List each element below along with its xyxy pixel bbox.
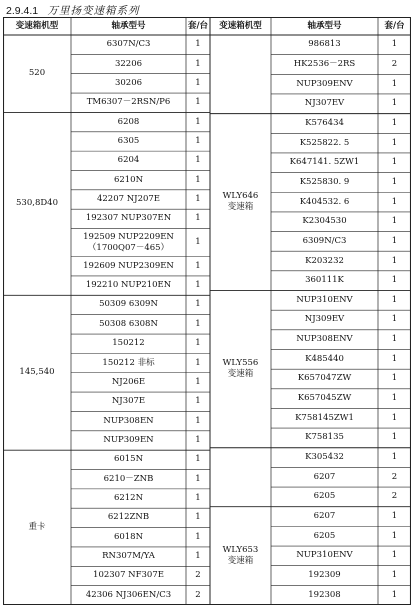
sets-per-unit: 1 bbox=[195, 357, 201, 368]
bearing-model: HK2536－2RS bbox=[293, 58, 356, 69]
bearing-model: 192309 bbox=[308, 570, 341, 580]
sets-per-unit: 2 bbox=[391, 491, 398, 502]
gearbox-model: 520 bbox=[28, 68, 46, 79]
bearing-model: 6207 bbox=[313, 511, 336, 522]
bearing-model: 102307 NF307E bbox=[93, 570, 164, 581]
sets-per-unit: 1 bbox=[391, 550, 398, 561]
section-title bbox=[6, 3, 139, 18]
sets-per-unit: 1 bbox=[195, 280, 201, 291]
sets-per-unit: 1 bbox=[195, 116, 201, 127]
bearing-model: 6212ZNB bbox=[107, 512, 150, 523]
sets-per-unit: 1 bbox=[391, 275, 398, 286]
bearing-model: K647141. 5ZW1 bbox=[289, 157, 360, 168]
column-header: 变速箱机型 bbox=[219, 20, 262, 31]
gearbox-model bbox=[210, 35, 271, 114]
bearing-model: 6305 bbox=[117, 135, 140, 146]
column-header: 轴承型号 bbox=[111, 20, 146, 31]
section-heading: 万里扬变速箱系列 bbox=[47, 5, 140, 17]
sets-per-unit: 1 bbox=[391, 235, 398, 246]
sets-per-unit: 1 bbox=[195, 237, 201, 248]
bearing-model: 6210N bbox=[113, 174, 144, 185]
sets-per-unit: 1 bbox=[195, 97, 201, 108]
sets-per-unit: 1 bbox=[391, 334, 398, 345]
bearing-model: 6205 bbox=[313, 491, 336, 502]
column-header: 变速箱机型 bbox=[15, 20, 59, 31]
bearing-model: K203232 bbox=[305, 255, 344, 266]
bearing-model: NJ206E bbox=[111, 376, 146, 387]
sets-per-unit: 1 bbox=[391, 373, 398, 384]
sets-per-unit: 1 bbox=[195, 213, 201, 224]
bearing-table bbox=[3, 17, 411, 605]
bearing-model: K576434 bbox=[305, 117, 344, 128]
bearing-model: K758145ZW1 bbox=[295, 412, 354, 423]
sets-per-unit: 1 bbox=[391, 412, 398, 423]
bearing-model: RN307M/YA bbox=[102, 551, 155, 562]
sets-per-unit: 1 bbox=[195, 135, 201, 146]
sets-per-unit: 1 bbox=[195, 551, 201, 562]
bearing-model: NUP308EN bbox=[103, 415, 154, 426]
sets-per-unit: 1 bbox=[391, 570, 398, 580]
sets-per-unit: 1 bbox=[195, 493, 201, 504]
sets-per-unit: 1 bbox=[195, 174, 201, 185]
gearbox-model: WLY653 变速箱 bbox=[222, 544, 259, 566]
bearing-model: 50309 6309N bbox=[99, 299, 158, 310]
bearing-model: 192210 NUP210EN bbox=[85, 280, 172, 291]
bearing-model: NJ307EV bbox=[304, 98, 345, 109]
sets-per-unit: 1 bbox=[391, 393, 398, 404]
sets-per-unit: 1 bbox=[391, 216, 398, 227]
bearing-model: 6204 bbox=[117, 155, 140, 166]
bearing-model: NUP309ENV bbox=[296, 78, 353, 89]
sets-per-unit: 1 bbox=[195, 39, 201, 50]
sets-per-unit: 1 bbox=[195, 473, 201, 484]
gearbox-model bbox=[210, 448, 271, 507]
bearing-model: 192509 NUP2209EN （1700Q07－465） bbox=[83, 231, 174, 253]
bearing-model: 6208 bbox=[117, 116, 140, 127]
bearing-model: NJ307E bbox=[111, 396, 146, 407]
bearing-model: 986813 bbox=[308, 39, 341, 50]
sets-per-unit: 1 bbox=[391, 176, 398, 187]
gearbox-model: WLY556 变速箱 bbox=[222, 358, 259, 380]
sets-per-unit: 1 bbox=[195, 512, 201, 523]
column-header: 套/台 bbox=[187, 20, 209, 31]
sets-per-unit: 1 bbox=[195, 299, 201, 310]
sets-per-unit: 1 bbox=[391, 39, 398, 50]
sets-per-unit: 1 bbox=[195, 260, 201, 271]
bearing-model: NJ309EV bbox=[304, 314, 345, 325]
bearing-model: 6205 bbox=[313, 530, 336, 541]
sets-per-unit: 1 bbox=[195, 415, 201, 426]
bearing-model: NUP308ENV bbox=[296, 334, 353, 345]
bearing-model: 6207 bbox=[313, 471, 336, 482]
sets-per-unit: 1 bbox=[391, 117, 398, 128]
bearing-model: K525830. 9 bbox=[299, 176, 350, 187]
bearing-model: 192609 NUP2309EN bbox=[83, 260, 174, 271]
bearing-model: 6212N bbox=[113, 493, 144, 504]
bearing-model: K657047ZW bbox=[297, 373, 352, 384]
bearing-model: 6309N/C3 bbox=[302, 235, 347, 246]
sets-per-unit: 1 bbox=[391, 511, 398, 522]
gearbox-model: 145,540 bbox=[19, 367, 55, 378]
sets-per-unit: 1 bbox=[391, 196, 398, 207]
bearing-model: 32206 bbox=[114, 58, 143, 69]
sets-per-unit: 1 bbox=[391, 157, 398, 168]
bearing-model: K657045ZW bbox=[297, 393, 352, 404]
column-header: 轴承型号 bbox=[307, 20, 342, 31]
sets-per-unit: 1 bbox=[195, 155, 201, 166]
sets-per-unit: 1 bbox=[195, 454, 201, 465]
sets-per-unit: 1 bbox=[391, 353, 398, 364]
sets-per-unit: 2 bbox=[391, 471, 398, 482]
sets-per-unit: 1 bbox=[391, 255, 398, 266]
bearing-model: K404532. 6 bbox=[299, 196, 350, 207]
bearing-model: K2304530 bbox=[302, 216, 347, 227]
bearing-model: NUP309EN bbox=[103, 434, 154, 445]
sets-per-unit: 2 bbox=[391, 58, 398, 69]
sets-per-unit: 1 bbox=[195, 434, 201, 445]
sets-per-unit: 1 bbox=[195, 376, 201, 387]
bearing-model: K525822. 5 bbox=[299, 137, 350, 148]
sets-per-unit: 1 bbox=[195, 318, 201, 329]
sets-per-unit: 1 bbox=[391, 294, 398, 305]
sets-per-unit: 1 bbox=[391, 530, 398, 541]
bearing-model: 42207 NJ207E bbox=[96, 194, 160, 204]
bearing-model: K485440 bbox=[305, 353, 344, 364]
bearing-model: 150212 bbox=[112, 338, 145, 349]
sets-per-unit: 1 bbox=[391, 78, 398, 89]
bearing-model: 6015N bbox=[113, 454, 144, 465]
sets-per-unit: 1 bbox=[391, 314, 398, 325]
bearing-model: NUP310ENV bbox=[296, 550, 353, 561]
bearing-model: 6018N bbox=[113, 531, 144, 542]
sets-per-unit: 1 bbox=[195, 77, 201, 88]
sets-per-unit: 1 bbox=[195, 338, 201, 349]
column-header: 套/台 bbox=[384, 20, 405, 31]
sets-per-unit: 1 bbox=[195, 396, 201, 407]
section-number: 2.9.4.1 bbox=[6, 5, 39, 17]
bearing-model: 150212 非标 bbox=[102, 357, 155, 368]
bearing-model: 192308 bbox=[308, 589, 341, 600]
sets-per-unit: 2 bbox=[195, 570, 201, 581]
bearing-model: 42306 NJ306EN/C3 bbox=[85, 589, 172, 600]
bearing-model: NUP310ENV bbox=[296, 294, 353, 305]
sets-per-unit: 1 bbox=[195, 194, 201, 204]
bearing-model: 50308 6308N bbox=[99, 318, 158, 329]
sets-per-unit: 1 bbox=[391, 589, 398, 600]
gearbox-model: WLY646 变速箱 bbox=[222, 191, 259, 213]
bearing-model: K758135 bbox=[305, 432, 344, 443]
sets-per-unit: 1 bbox=[391, 98, 398, 109]
sets-per-unit: 1 bbox=[391, 432, 398, 443]
sets-per-unit: 1 bbox=[391, 137, 398, 148]
bearing-model: 192307 NUP307EN bbox=[85, 213, 172, 224]
sets-per-unit: 1 bbox=[195, 58, 201, 69]
sets-per-unit: 1 bbox=[391, 452, 398, 463]
bearing-model: K305432 bbox=[305, 452, 344, 463]
bearing-model: 360111K bbox=[305, 275, 344, 286]
gearbox-model: 重卡 bbox=[28, 522, 46, 533]
sets-per-unit: 1 bbox=[195, 531, 201, 542]
bearing-model: TM6307－2RSN/P6 bbox=[86, 97, 171, 108]
bearing-model: 6210－ZNB bbox=[103, 473, 154, 484]
gearbox-model: 530,8D40 bbox=[16, 198, 58, 209]
bearing-model: 30206 bbox=[114, 77, 143, 88]
bearing-model: 6307N/C3 bbox=[106, 39, 151, 50]
sets-per-unit: 2 bbox=[195, 589, 201, 600]
